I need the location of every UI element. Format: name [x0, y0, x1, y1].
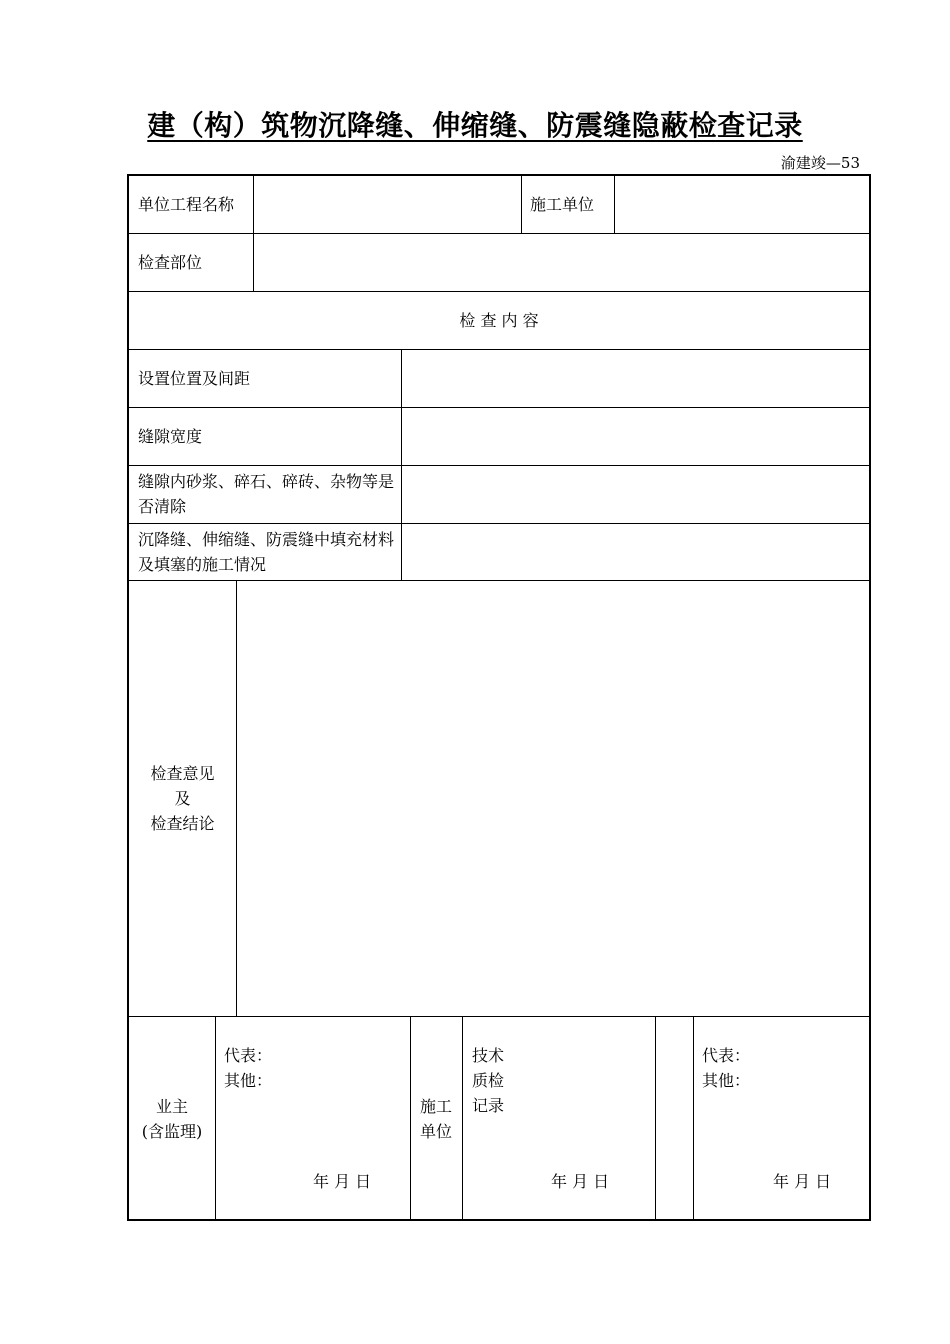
col-divider [462, 1016, 463, 1221]
col-divider [655, 1016, 656, 1221]
row-divider [129, 407, 869, 408]
owner-rep-label[interactable]: 代表： [224, 1046, 273, 1065]
item-label-gap-width: 缝隙宽度 [138, 427, 203, 446]
date3-label[interactable]: 年 月 日 [773, 1172, 832, 1191]
row-divider [129, 1016, 869, 1017]
row-divider [129, 291, 869, 292]
section-title: 检 查 内 容 [459, 311, 539, 330]
item-field-gap-width[interactable] [409, 424, 859, 449]
location-label: 检查部位 [138, 253, 203, 272]
col-divider [693, 1016, 694, 1221]
inspection-form-table [127, 174, 871, 1221]
opinion-field[interactable] [245, 591, 860, 1006]
contractor-label: 施工单位 [530, 195, 595, 214]
page-title: 建（构）筑物沉降缝、伸缩缝、防震缝隐蔽检查记录 [147, 109, 803, 142]
tech-label-line3: 记录 [472, 1096, 505, 1115]
owner-date-label[interactable]: 年 月 日 [313, 1172, 372, 1191]
item-label-position: 设置位置及间距 [138, 369, 251, 388]
row-divider [129, 523, 869, 524]
contractor-sign-label-line2: 单位 [419, 1122, 452, 1141]
owner-label-line1: 业主 [155, 1097, 188, 1116]
col-divider [236, 580, 237, 1016]
col-divider [215, 1016, 216, 1221]
col-divider [614, 176, 615, 233]
project-name-field[interactable] [259, 192, 514, 217]
col-divider [401, 349, 402, 580]
item-label-filling: 沉降缝、伸缩缝、防震缝中填充材料及填塞的施工情况 [138, 530, 395, 574]
owner-other-label[interactable]: 其他： [224, 1071, 273, 1090]
row-divider [129, 580, 869, 581]
other2-label[interactable]: 其他： [702, 1071, 751, 1090]
item-field-position[interactable] [409, 366, 859, 391]
contractor-sign-label-line1: 施工 [419, 1097, 452, 1116]
rep2-label[interactable]: 代表： [702, 1046, 751, 1065]
tech-label-line1: 技术 [472, 1046, 505, 1065]
item-label-debris: 缝隙内砂浆、碎石、碎砖、杂物等是否清除 [138, 472, 395, 516]
row-divider [129, 233, 869, 234]
opinion-label-line3: 检查结论 [150, 814, 215, 833]
col-divider [521, 176, 522, 233]
tech-date-label[interactable]: 年 月 日 [551, 1172, 610, 1191]
form-code: 渝建竣—53 [780, 154, 860, 172]
opinion-label-line2: 及 [174, 789, 191, 808]
contractor-field[interactable] [620, 192, 860, 217]
location-field[interactable] [259, 250, 859, 275]
row-divider [129, 349, 869, 350]
col-divider [253, 176, 254, 291]
owner-label-line2: (含监理) [141, 1122, 203, 1141]
opinion-label-line1: 检查意见 [150, 764, 215, 783]
row-divider [129, 465, 869, 466]
item-field-debris[interactable] [409, 482, 859, 507]
item-field-filling[interactable] [409, 540, 859, 565]
project-name-label: 单位工程名称 [138, 195, 235, 214]
tech-label-line2: 质检 [472, 1071, 505, 1090]
